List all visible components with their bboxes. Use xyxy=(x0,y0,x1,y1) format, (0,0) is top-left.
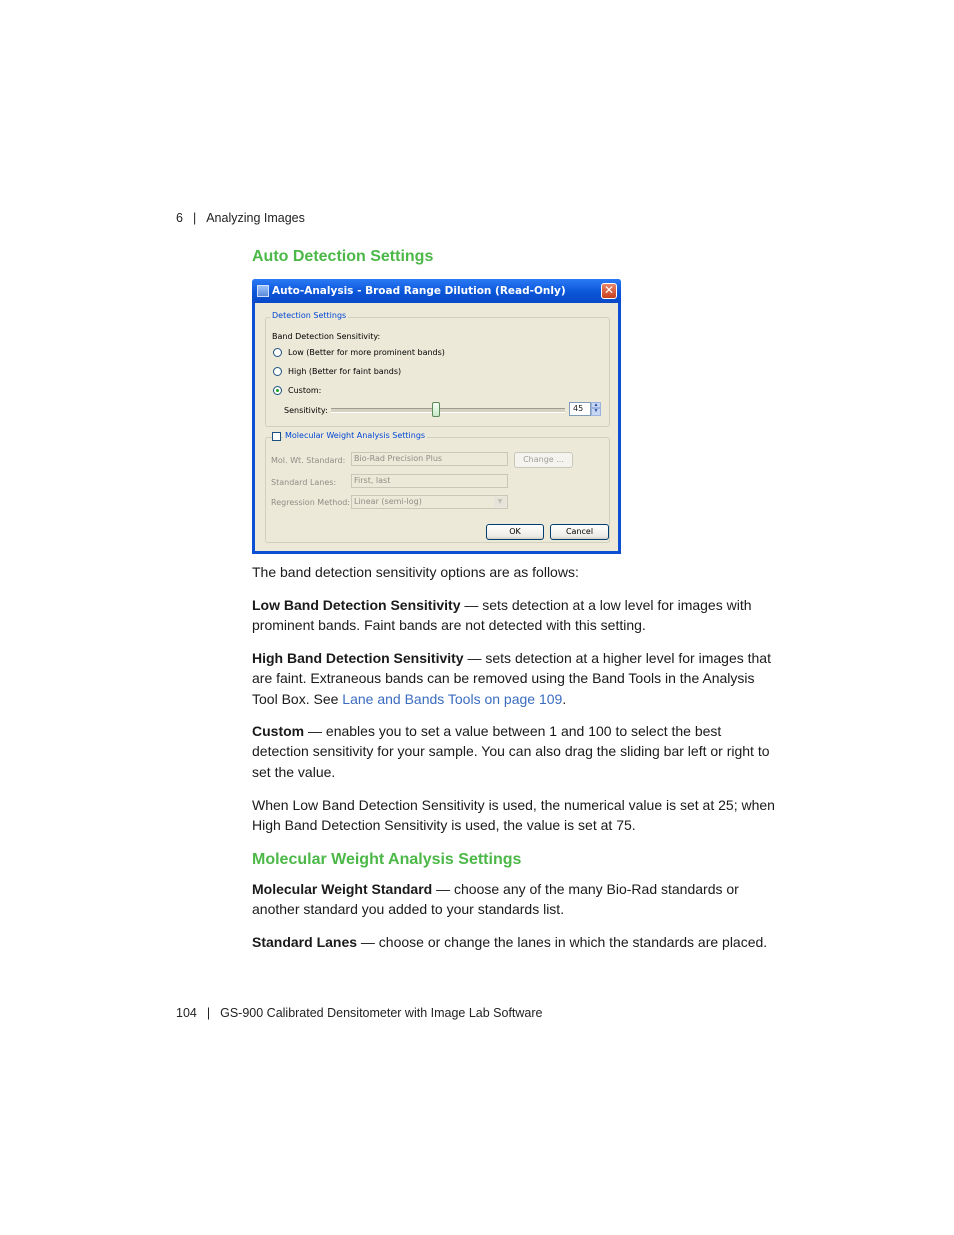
mw-settings-checkbox[interactable] xyxy=(272,432,281,441)
mw-settings-legend: Molecular Weight Analysis Settings xyxy=(285,431,426,440)
custom-term: Custom xyxy=(252,723,305,739)
low-sensitivity-text: — sets detection at a low level for images with prominent bands. Faint bands are not detected with this setting. xyxy=(252,597,752,634)
regression-method-label: Regression Method: xyxy=(271,498,350,507)
running-head-separator: | xyxy=(192,211,197,225)
low-sensitivity-paragraph xyxy=(252,595,777,636)
radio-low[interactable] xyxy=(273,348,282,357)
high-sensitivity-paragraph xyxy=(252,648,777,709)
app-icon xyxy=(257,285,269,297)
radio-custom-label: Custom: xyxy=(288,386,322,395)
mw-standard-text: — choose any of the many Bio-Rad standards or another standard you added to your standards list. xyxy=(252,881,739,918)
heading-auto-detection: Auto Detection Settings xyxy=(252,248,434,265)
mw-standard-field[interactable]: Bio-Rad Precision Plus xyxy=(351,452,508,466)
mw-standard-term: Molecular Weight Standard xyxy=(252,881,433,897)
dialog-titlebar[interactable] xyxy=(252,279,621,303)
spin-down-icon[interactable]: ▼ xyxy=(591,408,601,416)
sensitivity-heading: Band Detection Sensitivity: xyxy=(272,332,381,341)
lane-bands-tools-link[interactable]: Lane and Bands Tools on page 109 xyxy=(342,690,563,707)
page-footer xyxy=(176,1006,543,1020)
standard-lanes-term: Standard Lanes xyxy=(252,934,358,950)
sensitivity-slider-thumb[interactable] xyxy=(432,402,440,417)
radio-low-label: Low (Better for more prominent bands) xyxy=(288,348,445,357)
change-button[interactable]: Change ... xyxy=(514,452,573,468)
high-sensitivity-term: High Band Detection Sensitivity xyxy=(252,650,464,666)
custom-text: — enables you to set a value between 1 and 100 to select the best detection sensitivity for your sample. You can also drag the sliding bar left or right to set the value. xyxy=(252,723,770,780)
mw-standard-paragraph xyxy=(252,879,777,920)
running-head xyxy=(176,211,305,225)
footer-page-number: 104 xyxy=(176,1006,197,1020)
note-paragraph: When Low Band Detection Sensitivity is used, the numerical value is set at 25; when High Band Detection Sensitivity is used, the value is set at 75. xyxy=(252,797,775,834)
mw-standard-label: Mol. Wt. Standard: xyxy=(271,456,346,465)
sensitivity-value-input[interactable]: 45 xyxy=(569,402,591,416)
running-head-page: 6 xyxy=(176,211,183,225)
intro-paragraph: The band detection sensitivity options are as follows: xyxy=(252,564,579,580)
regression-method-select[interactable] xyxy=(351,495,508,509)
standard-lanes-paragraph xyxy=(252,932,777,952)
standard-lanes-text: — choose or change the lanes in which the standards are placed. xyxy=(357,934,768,950)
radio-custom[interactable] xyxy=(273,386,282,395)
sensitivity-slider-track[interactable] xyxy=(331,408,565,413)
spin-up-icon[interactable]: ▲ xyxy=(591,402,601,408)
standard-lanes-field[interactable]: First, last xyxy=(351,474,508,488)
heading-mw-analysis: Molecular Weight Analysis Settings xyxy=(252,851,522,868)
dialog-client-area xyxy=(255,303,618,551)
cancel-button[interactable]: Cancel xyxy=(550,524,609,540)
standard-lanes-label: Standard Lanes: xyxy=(271,478,337,487)
chevron-down-icon: ▼ xyxy=(494,497,506,507)
sensitivity-slider-label: Sensitivity: xyxy=(284,406,328,415)
auto-analysis-dialog xyxy=(252,279,621,554)
high-sensitivity-text: — sets detection at a higher level for images that are faint. Extraneous bands can be removed using the Band Tools in the Analysis Tool Box. See xyxy=(252,650,771,707)
dialog-title: Auto-Analysis - Broad Range Dilution (Read-Only) xyxy=(272,285,566,297)
regression-method-value: Linear (semi-log) xyxy=(354,497,422,506)
ok-button[interactable]: OK xyxy=(486,524,544,540)
radio-high[interactable] xyxy=(273,367,282,376)
high-sensitivity-end: . xyxy=(562,690,567,707)
footer-separator: | xyxy=(206,1006,211,1020)
running-head-chapter: Analyzing Images xyxy=(206,211,305,225)
close-icon[interactable]: ✕ xyxy=(601,283,617,299)
detection-settings-legend: Detection Settings xyxy=(272,311,347,320)
custom-paragraph xyxy=(252,721,777,782)
footer-title: GS-900 Calibrated Densitometer with Image Lab Software xyxy=(220,1006,543,1020)
low-sensitivity-term: Low Band Detection Sensitivity xyxy=(252,597,461,613)
radio-high-label: High (Better for faint bands) xyxy=(288,367,402,376)
